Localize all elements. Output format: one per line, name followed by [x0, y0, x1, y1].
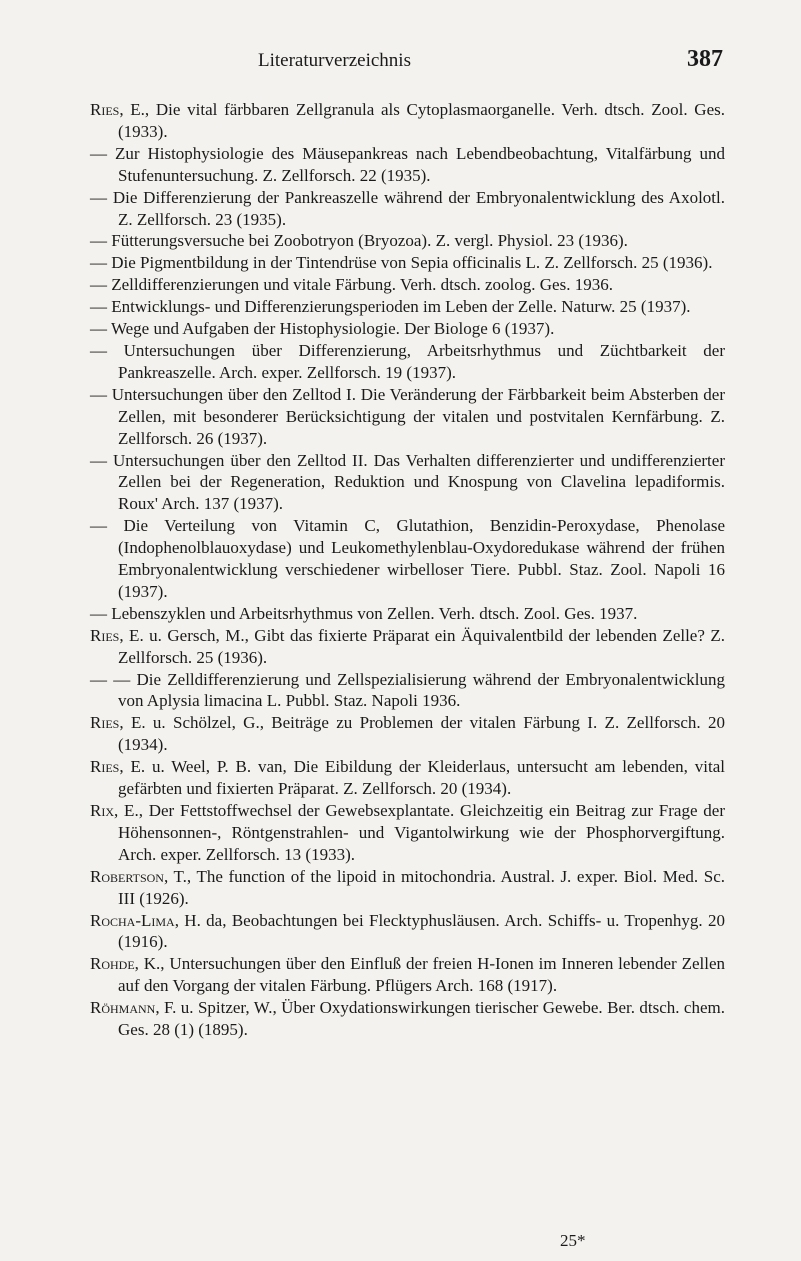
reference-entry — [90, 910, 725, 954]
reference-text: — Untersuchungen über Differenzierung, Arbeitsrhythmus und Züchtbarkeit der Pankreaszelle. Arch. exper. Zellforsch. 19 (1937). — [90, 340, 725, 382]
running-title: Literaturverzeichnis — [258, 50, 411, 71]
reference-entry — [90, 450, 725, 516]
reference-entry — [90, 274, 725, 296]
reference-author: Ries — [90, 100, 120, 119]
reference-text: , H. da, Beobachtungen bei Flecktyphusläusen. Arch. Schiffs- u. Tropenhyg. 20 (1916). — [118, 910, 725, 952]
reference-text: — Untersuchungen über den Zelltod I. Die Veränderung der Färbbarkeit beim Absterben der Zellen, mit besonderer Berücksichtigung der vitalen und postvitalen Kernfärbung. Z. Zellforsch. 26 (1937). — [90, 384, 725, 448]
reference-entry — [90, 997, 725, 1041]
reference-entry — [90, 318, 725, 340]
reference-entry — [90, 230, 725, 252]
reference-author: Rocha-Lima — [90, 910, 175, 930]
reference-list — [90, 99, 725, 1041]
reference-author: Rix — [90, 801, 115, 820]
reference-author: Ries — [90, 757, 120, 777]
reference-text: — Lebenszyklen und Arbeitsrhythmus von Zellen. Verh. dtsch. Zool. Ges. 1937. — [90, 603, 638, 623]
signature-mark: 25* — [560, 1231, 586, 1250]
reference-text: — Zelldifferenzierungen und vitale Färbung. Verh. dtsch. zoolog. Ges. 1936. — [90, 275, 613, 295]
reference-entry — [90, 625, 725, 669]
reference-entry — [90, 340, 725, 384]
reference-entry — [90, 99, 725, 143]
reference-entry — [90, 296, 725, 318]
reference-text: — Zur Histophysiologie des Mäusepankreas nach Lebendbeobachtung, Vitalfärbung und Stufenuntersuchung. Z. Zellforsch. 22 (1935). — [90, 143, 725, 185]
reference-entry — [90, 712, 725, 756]
reference-text: — Untersuchungen über den Zelltod II. Das Verhalten differenzierter und undifferenzierter Zellen bei der Regeneration, Reduktion und Knospung von Clavelina lepadiformis. Roux' Arch. 137 (1937). — [90, 450, 725, 514]
reference-text: , E. u. Weel, P. B. van, Die Eibildung der Kleiderlaus, untersucht am lebenden, vital gefärbten und fixierten Präparat. Z. Zellforsch. 20 (1934). — [118, 757, 725, 799]
reference-entry — [90, 515, 725, 603]
reference-entry — [90, 866, 725, 910]
reference-text: — Die Differenzierung der Pankreaszelle während der Embryonalentwicklung des Axolotl. Z. Zellforsch. 23 (1935). — [90, 187, 725, 229]
reference-text: , K., Untersuchungen über den Einfluß der freien H-Ionen im Inneren lebender Zellen auf den Vorgang der vitalen Färbung. Pflügers Arch. 168 (1917). — [118, 954, 725, 996]
reference-text: — Wege und Aufgaben der Histophysiologie. Der Biologe 6 (1937). — [90, 319, 555, 339]
reference-entry — [90, 187, 725, 231]
reference-entry — [90, 669, 725, 713]
reference-entry — [90, 143, 725, 187]
page-number: 387 — [687, 46, 723, 72]
reference-text: , E., Die vital färbbaren Zellgranula als Cytoplasmaorganelle. Verh. dtsch. Zool. Ges. (1933). — [118, 100, 725, 141]
reference-text: — Die Verteilung von Vitamin C, Glutathion, Benzidin-Peroxydase, Phenolase (Indophenolblauoxydase) und Leukomethylenblau-Oxydoredukase während der frühen Embryonalentwicklung verschiedener wirbelloser Tiere. Pubbl. Staz. Zool. Napoli 16 (1937). — [90, 516, 725, 601]
running-header — [90, 46, 723, 80]
reference-text: , T., The function of the lipoid in mitochondria. Austral. J. exper. Biol. Med. Sc. III (1926). — [118, 866, 725, 908]
reference-text: , F. u. Spitzer, W., Über Oxydationswirkungen tierischer Gewebe. Ber. dtsch. chem. Ges. 28 (1) (1895). — [118, 998, 725, 1040]
reference-entry — [90, 384, 725, 450]
reference-text: — — Die Zelldifferenzierung und Zellspezialisierung während der Embryonalentwicklung von Aplysia limacina L. Pubbl. Staz. Napoli 1936. — [90, 669, 725, 711]
reference-author: Ries — [90, 713, 120, 733]
reference-entry — [90, 252, 725, 274]
reference-text: , E. u. Gersch, M., Gibt das fixierte Präparat ein Äquivalentbild der lebenden Zelle? Z. Zellforsch. 25 (1936). — [118, 625, 725, 667]
reference-author: Röhmann — [90, 998, 156, 1018]
reference-text: — Die Pigmentbildung in der Tintendrüse von Sepia officinalis L. Z. Zellforsch. 25 (1936). — [90, 253, 713, 273]
reference-entry — [90, 953, 725, 997]
reference-author: Ries — [90, 625, 120, 645]
reference-entry — [90, 603, 725, 625]
reference-text: , E., Der Fettstoffwechsel der Gewebsexplantate. Gleichzeitig ein Beitrag zur Frage der Höhensonnen-, Röntgenstrahlen- und Vigantolwirkung wie der Phosphorvergiftung. Arch. exper. Zellforsch. 13 (1933). — [114, 801, 725, 864]
reference-entry — [90, 800, 725, 866]
reference-text: — Fütterungsversuche bei Zoobotryon (Bryozoa). Z. vergl. Physiol. 23 (1936). — [90, 231, 628, 251]
reference-entry — [90, 756, 725, 800]
reference-author: Rohde — [90, 954, 135, 974]
reference-author: Robertson — [90, 866, 164, 886]
reference-text: , E. u. Schölzel, G., Beiträge zu Problemen der vitalen Färbung I. Z. Zellforsch. 20 (1934). — [118, 713, 725, 755]
reference-text: — Entwicklungs- und Differenzierungsperioden im Leben der Zelle. Naturw. 25 (1937). — [90, 297, 691, 317]
